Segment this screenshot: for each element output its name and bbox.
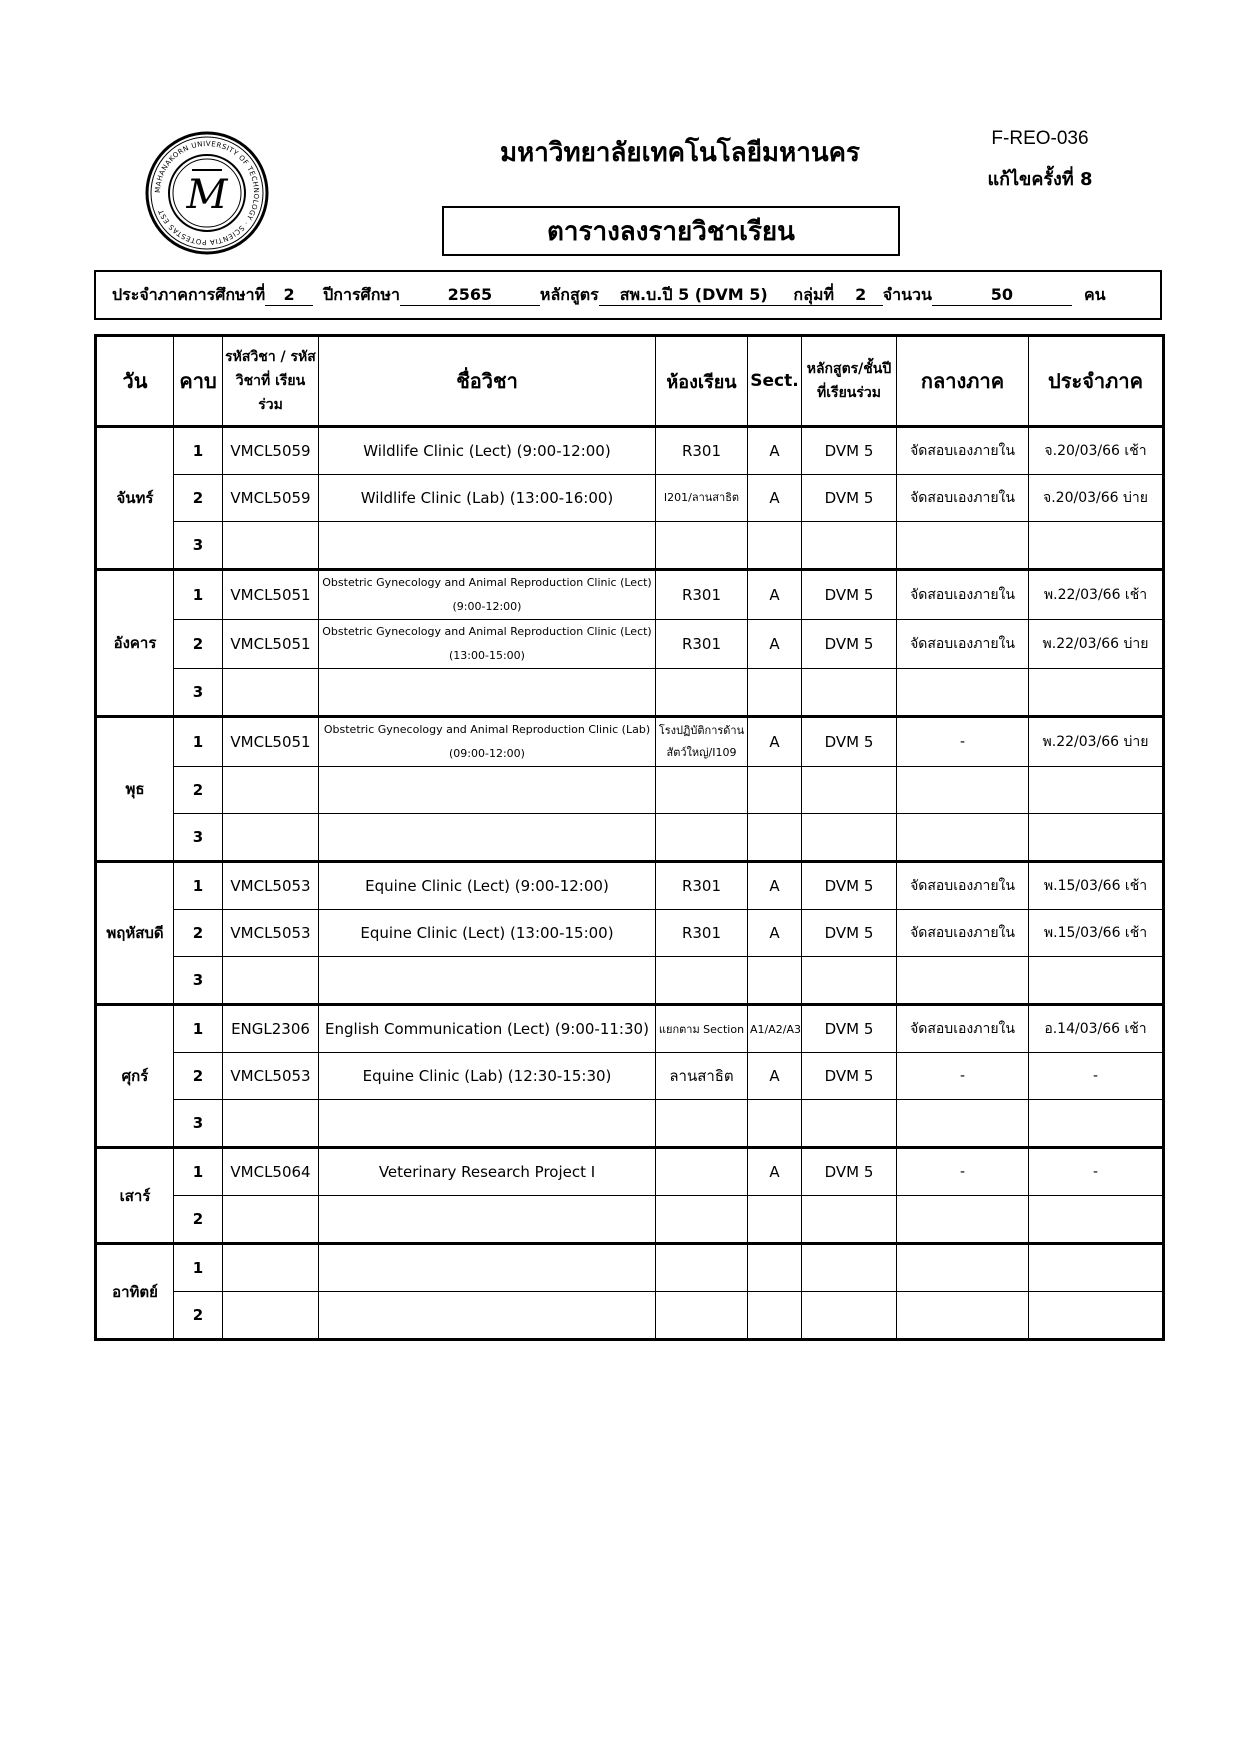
midterm-cell [897,957,1029,1005]
code-cell [223,522,319,570]
period-cell: 2 [174,1196,223,1244]
period-cell: 3 [174,522,223,570]
period-cell: 2 [174,767,223,814]
course-cell [319,522,656,570]
room-cell: I201/ลานสาธิต [656,475,748,522]
period-cell: 1 [174,570,223,620]
period-cell: 2 [174,475,223,522]
program-cell: DVM 5 [802,862,897,910]
midterm-cell [897,1292,1029,1340]
program-cell: DVM 5 [802,570,897,620]
code-cell [223,1244,319,1292]
code-cell: VMCL5051 [223,620,319,669]
code-cell: VMCL5053 [223,1053,319,1100]
midterm-cell: - [897,1148,1029,1196]
header-course: ชื่อวิชา [319,336,656,427]
code-cell: VMCL5053 [223,862,319,910]
table-row [96,475,1164,522]
year-label: ปีการศึกษา [323,284,400,304]
period-cell: 2 [174,1053,223,1100]
table-row [96,620,1164,669]
room-cell: R301 [656,427,748,475]
midterm-cell [897,1244,1029,1292]
table-row [96,957,1164,1005]
count-unit: คน [1083,284,1106,304]
room-cell [656,1148,748,1196]
day-cell: อังคาร [96,570,174,717]
course-cell: Veterinary Research Project I [319,1148,656,1196]
code-cell: VMCL5059 [223,427,319,475]
table-row [96,1005,1164,1053]
sect-cell [748,1292,802,1340]
day-cell: เสาร์ [96,1148,174,1244]
course-cell [319,1244,656,1292]
final-cell [1029,957,1164,1005]
program-cell: DVM 5 [802,1005,897,1053]
midterm-cell: จัดสอบเองภายใน [897,910,1029,957]
final-cell: จ.20/03/66 บ่าย [1029,475,1164,522]
table-row [96,669,1164,717]
final-cell: - [1029,1148,1164,1196]
course-cell [319,767,656,814]
final-cell [1029,669,1164,717]
document-title [442,206,900,256]
header-code: รหัสวิชา / รหัสวิชาที่ เรียนร่วม [223,336,319,427]
program-cell [802,767,897,814]
svg-text:M: M [186,172,228,218]
code-cell [223,1292,319,1340]
room-cell: R301 [656,570,748,620]
table-row [96,1148,1164,1196]
code-cell: VMCL5051 [223,570,319,620]
university-seal-logo [142,128,272,258]
table-row [96,767,1164,814]
program-cell: DVM 5 [802,1053,897,1100]
sect-cell: A [748,717,802,767]
course-cell: Obstetric Gynecology and Animal Reproduction Clinic (Lect) (9:00-12:00) [319,570,656,620]
midterm-cell [897,767,1029,814]
room-cell [656,669,748,717]
room-cell: R301 [656,620,748,669]
room-cell: โรงปฏิบัติการด้านสัตว์ใหญ่/I109 [656,717,748,767]
program-cell [802,522,897,570]
code-cell: ENGL2306 [223,1005,319,1053]
sect-cell [748,767,802,814]
sect-cell [748,1100,802,1148]
header-room: ห้องเรียน [656,336,748,427]
day-cell: พฤหัสบดี [96,862,174,1005]
table-row [96,862,1164,910]
semester-info-bar [94,270,1162,320]
period-cell: 1 [174,1244,223,1292]
program-cell [802,669,897,717]
course-cell: Wildlife Clinic (Lect) (9:00-12:00) [319,427,656,475]
sect-cell: A1/A2/A3 [748,1005,802,1053]
room-cell: R301 [656,910,748,957]
period-cell: 1 [174,1005,223,1053]
code-cell [223,814,319,862]
final-cell [1029,522,1164,570]
course-cell: Obstetric Gynecology and Animal Reproduction Clinic (Lab) (09:00-12:00) [319,717,656,767]
curriculum-value: สพ.บ.ปี 5 (DVM 5) [599,285,789,306]
program-cell: DVM 5 [802,1148,897,1196]
course-cell [319,1292,656,1340]
final-cell [1029,814,1164,862]
period-cell: 2 [174,620,223,669]
semester-value: 2 [265,285,313,306]
sect-cell: A [748,1053,802,1100]
period-cell: 1 [174,862,223,910]
count-label: จำนวน [882,284,932,304]
course-cell [319,957,656,1005]
course-cell: Obstetric Gynecology and Animal Reproduction Clinic (Lect) (13:00-15:00) [319,620,656,669]
sect-cell [748,1196,802,1244]
sect-cell [748,1244,802,1292]
code-cell [223,669,319,717]
table-row [96,1244,1164,1292]
midterm-cell [897,1100,1029,1148]
midterm-cell: จัดสอบเองภายใน [897,570,1029,620]
code-cell [223,957,319,1005]
course-cell: Equine Clinic (Lect) (9:00-12:00) [319,862,656,910]
semester-label: ประจำภาคการศึกษาที่ [112,284,266,304]
header-final: ประจำภาค [1029,336,1164,427]
group-label: กลุ่มที่ [789,285,839,306]
schedule-table [94,334,1165,1341]
period-cell: 1 [174,1148,223,1196]
midterm-cell [897,814,1029,862]
final-cell [1029,1244,1164,1292]
sect-cell [748,957,802,1005]
room-cell [656,767,748,814]
midterm-cell [897,1196,1029,1244]
count-value: 50 [932,285,1072,306]
seal-ring-text: MAHANAKORN UNIVERSITY OF TECHNOLOGY · SCIENTIA POTESTAS EST [153,139,261,247]
period-cell: 2 [174,910,223,957]
final-cell: พ.22/03/66 เช้า [1029,570,1164,620]
final-cell [1029,767,1164,814]
table-header-row [96,336,1164,427]
header-day: วัน [96,336,174,427]
code-cell [223,1196,319,1244]
midterm-cell: - [897,1053,1029,1100]
final-cell: พ.22/03/66 บ่าย [1029,717,1164,767]
period-cell: 2 [174,1292,223,1340]
period-cell: 3 [174,814,223,862]
final-cell: จ.20/03/66 เช้า [1029,427,1164,475]
sect-cell: A [748,862,802,910]
day-cell: ศุกร์ [96,1005,174,1148]
room-cell: ลานสาธิต [656,1053,748,1100]
period-cell: 3 [174,669,223,717]
room-cell [656,1100,748,1148]
program-cell [802,957,897,1005]
final-cell: พ.15/03/66 เช้า [1029,910,1164,957]
room-cell [656,814,748,862]
room-cell: R301 [656,862,748,910]
room-cell [656,1244,748,1292]
midterm-cell: จัดสอบเองภายใน [897,620,1029,669]
code-cell: VMCL5051 [223,717,319,767]
day-cell: อาทิตย์ [96,1244,174,1340]
course-cell: Equine Clinic (Lab) (12:30-15:30) [319,1053,656,1100]
midterm-cell [897,522,1029,570]
form-code: F-REO-036 [991,128,1089,149]
code-cell [223,767,319,814]
day-cell: พุธ [96,717,174,862]
midterm-cell: จัดสอบเองภายใน [897,427,1029,475]
sect-cell: A [748,427,802,475]
sect-cell: A [748,570,802,620]
day-cell: จันทร์ [96,427,174,570]
program-cell: DVM 5 [802,427,897,475]
final-cell [1029,1196,1164,1244]
table-row [96,570,1164,620]
header-midterm: กลางภาค [897,336,1029,427]
course-cell [319,1196,656,1244]
code-cell [223,1100,319,1148]
sect-cell [748,669,802,717]
room-cell [656,522,748,570]
document-title-text: ตารางลงรายวิชาเรียน [547,216,795,247]
sect-cell: A [748,910,802,957]
course-cell [319,669,656,717]
final-cell: พ.15/03/66 เช้า [1029,862,1164,910]
revision-number: แก้ไขครั้งที่ 8 [987,169,1093,190]
schedule-body [96,427,1164,1340]
room-cell [656,1196,748,1244]
sect-cell [748,814,802,862]
course-cell: Equine Clinic (Lect) (13:00-15:00) [319,910,656,957]
table-row [96,910,1164,957]
final-cell: พ.22/03/66 บ่าย [1029,620,1164,669]
code-cell: VMCL5059 [223,475,319,522]
sect-cell: A [748,620,802,669]
midterm-cell [897,669,1029,717]
curriculum-label: หลักสูตร [539,284,599,304]
code-cell: VMCL5064 [223,1148,319,1196]
program-cell: DVM 5 [802,475,897,522]
code-cell: VMCL5053 [223,910,319,957]
year-value: 2565 [400,285,540,306]
sect-cell [748,522,802,570]
university-name: มหาวิทยาลัยเทคโนโลยีมหานคร [500,138,860,168]
table-row [96,522,1164,570]
room-cell: แยกตาม Section [656,1005,748,1053]
table-row [96,1100,1164,1148]
period-cell: 3 [174,1100,223,1148]
midterm-cell: จัดสอบเองภายใน [897,862,1029,910]
sect-cell: A [748,1148,802,1196]
table-row [96,717,1164,767]
table-row [96,814,1164,862]
room-cell [656,957,748,1005]
course-cell [319,1100,656,1148]
table-row [96,427,1164,475]
program-cell [802,1100,897,1148]
final-cell [1029,1100,1164,1148]
course-cell: Wildlife Clinic (Lab) (13:00-16:00) [319,475,656,522]
final-cell: อ.14/03/66 เช้า [1029,1005,1164,1053]
table-row [96,1292,1164,1340]
period-cell: 1 [174,427,223,475]
period-cell: 1 [174,717,223,767]
header-program: หลักสูตร/ชั้นปี ที่เรียนร่วม [802,336,897,427]
course-cell [319,814,656,862]
program-cell [802,1292,897,1340]
table-row [96,1053,1164,1100]
program-cell: DVM 5 [802,717,897,767]
midterm-cell: - [897,717,1029,767]
group-value: 2 [839,285,883,306]
program-cell: DVM 5 [802,910,897,957]
sect-cell: A [748,475,802,522]
period-cell: 3 [174,957,223,1005]
program-cell: DVM 5 [802,620,897,669]
program-cell [802,1244,897,1292]
room-cell [656,1292,748,1340]
program-cell [802,1196,897,1244]
header-sect: Sect. [748,336,802,427]
course-cell: English Communication (Lect) (9:00-11:30) [319,1005,656,1053]
midterm-cell: จัดสอบเองภายใน [897,475,1029,522]
final-cell [1029,1292,1164,1340]
program-cell [802,814,897,862]
midterm-cell: จัดสอบเองภายใน [897,1005,1029,1053]
final-cell: - [1029,1053,1164,1100]
header-period: คาบ [174,336,223,427]
table-row [96,1196,1164,1244]
